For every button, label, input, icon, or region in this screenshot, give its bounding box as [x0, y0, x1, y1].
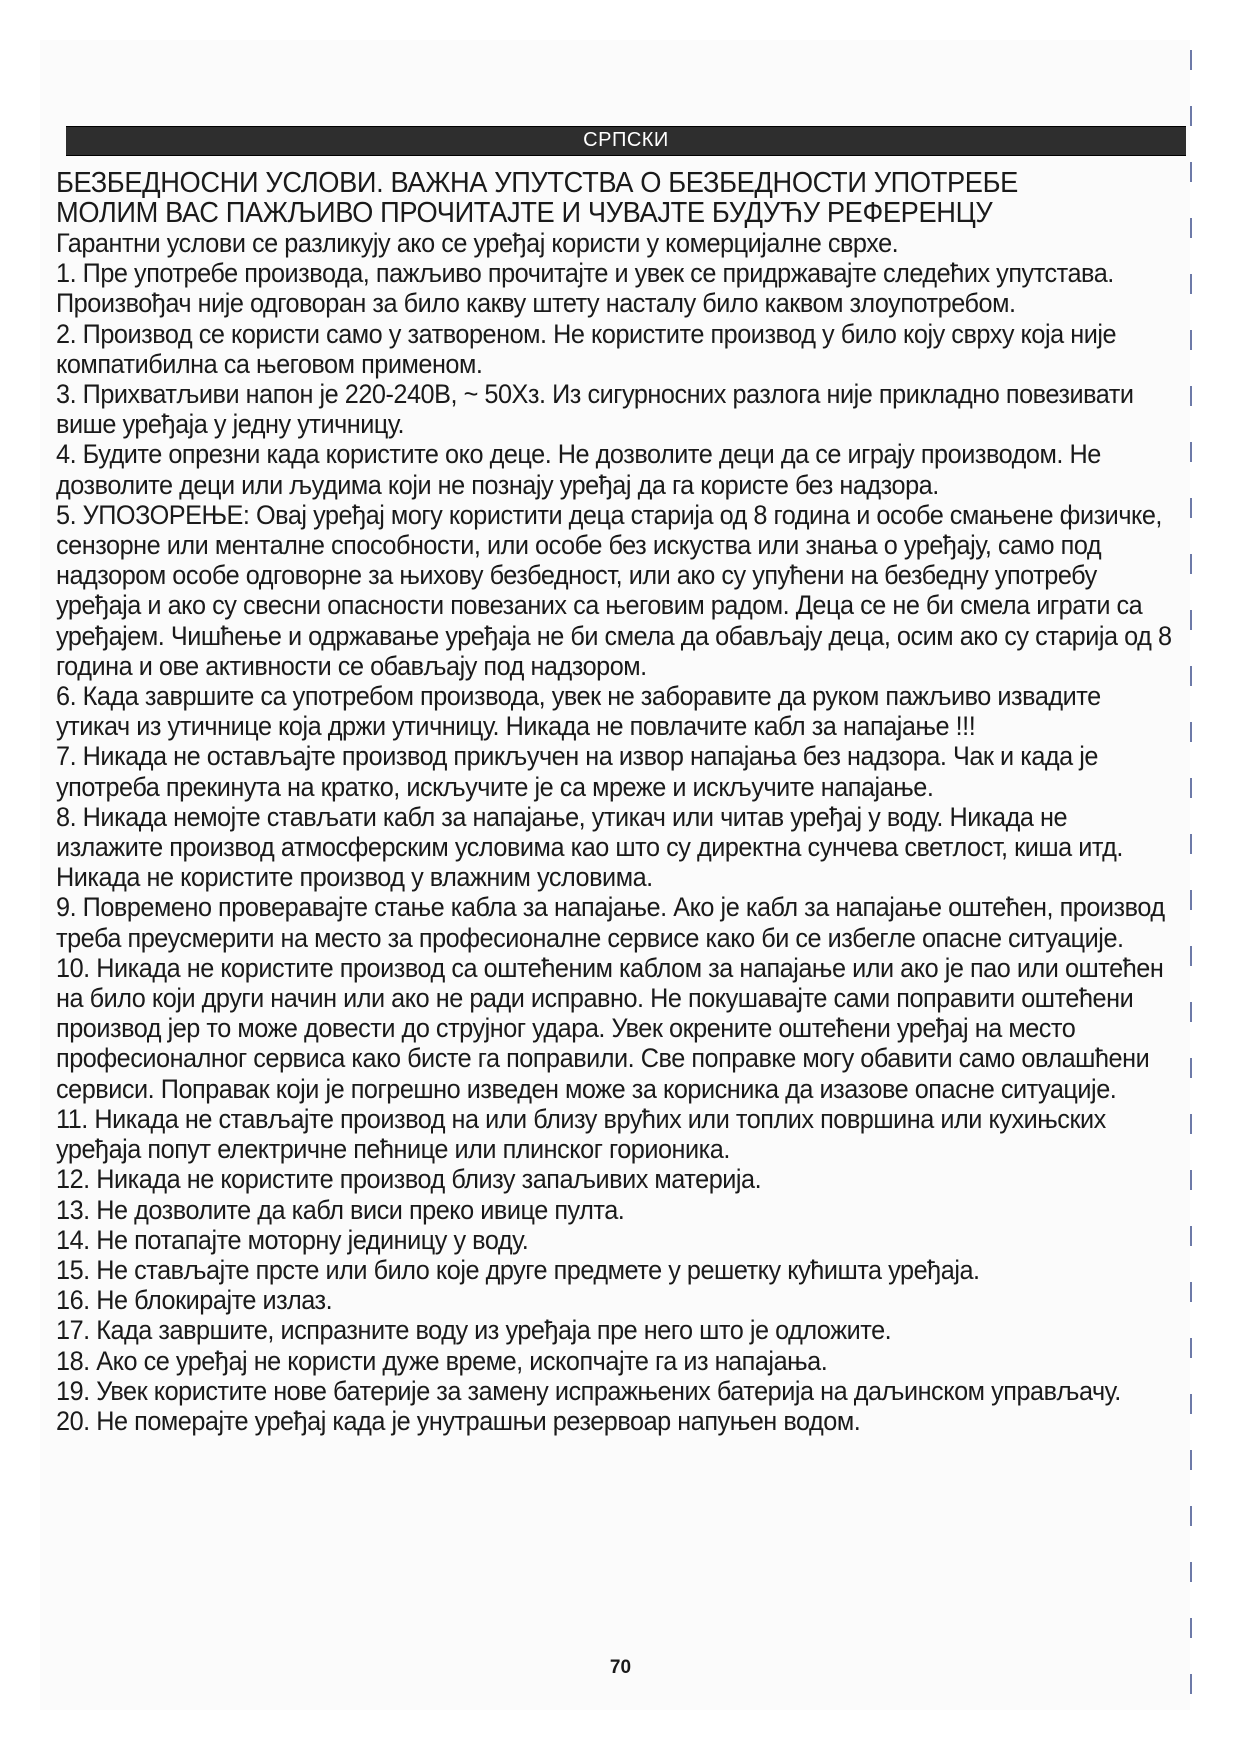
instruction-item: 9. Повремено проверавајте стање кабла за напајање. Ако је кабл за напајање оштећен, производ треба преусмерити на место за професионалне сервисе како би се избегле опасне ситуације. [56, 892, 1165, 953]
edge-mark [1190, 106, 1192, 126]
edge-mark [1190, 1058, 1192, 1078]
edge-mark [1190, 554, 1192, 574]
edge-mark [1190, 778, 1192, 798]
edge-mark [1190, 890, 1192, 910]
instruction-item: 15. Не стављајте прсте или било које друге предмете у решетку кућишта уређаја. [56, 1254, 980, 1285]
edge-mark [1190, 1338, 1192, 1358]
edge-mark [1190, 162, 1192, 182]
edge-mark [1190, 1618, 1192, 1638]
edge-mark [1190, 386, 1192, 406]
edge-mark [1190, 1394, 1192, 1414]
instruction-item: 20. Не померајте уређај када је унутрашњи резервоар напуњен водом. [56, 1405, 861, 1436]
instruction-item: 10. Никада не користите производ са оштећеним каблом за напајање или ако је пао или оштећен на било који други начин или ако не ради исправно. Не покушавајте сами поправити оштећени производ јер то може довести до струјног удара. Увек окрените оштећени уређај на место професионалног сервиса како бисте га поправили. Све поправке могу обавити само овлашћени сервиси. Поправак који је погрешно изведен може за корисника да изазове опасне ситуације. [56, 952, 1164, 1104]
edge-mark [1190, 1506, 1192, 1526]
instruction-item: 7. Никада не остављајте производ прикључен на извор напајања без надзора. Чак и када је употреба прекинута на кратко, искључите је са мреже и искључите напајање. [56, 741, 1099, 802]
instruction-item: 1. Пре употребе производа, пажљиво прочитајте и увек се придржавајте следећих упутстава. Произвођач није одговоран за било какву штету насталу било каквом злоупотребом. [56, 258, 1114, 319]
instruction-item: 11. Никада не стављајте производ на или близу врућих или топлих површина или кухињских уређаја попут електричне пећнице или плинског горионика. [56, 1103, 1106, 1165]
edge-mark [1190, 498, 1192, 518]
edge-mark [1190, 1282, 1192, 1302]
instruction-item: 18. Ако се уређај не користи дуже време, ископчајте га из напајања. [56, 1345, 828, 1376]
instruction-item: 17. Када завршите, испразните воду из уређаја пре него што је одложите. [56, 1315, 892, 1346]
edge-mark [1190, 50, 1192, 70]
edge-mark [1190, 1170, 1192, 1190]
instruction-item: 16. Не блокирајте излаз. [56, 1285, 333, 1316]
read-carefully-heading: МОЛИМ ВАС ПАЖЉИВО ПРОЧИТАЈТЕ И ЧУВАЈТЕ БУДУЋУ РЕФЕРЕНЦУ [56, 197, 993, 229]
instruction-item: 4. Будите опрезни када користите око деце. Не дозволите деци да се играју производом. Не дозволите деци или људима који не познају уређај да га користе без надзора. [56, 439, 1101, 500]
edge-mark [1190, 1114, 1192, 1134]
instruction-list [56, 258, 1186, 1436]
edge-mark [1190, 1450, 1192, 1470]
edge-mark [1190, 330, 1192, 350]
instruction-item: 13. Не дозволите да кабл виси преко ивице пулта. [56, 1194, 625, 1225]
instruction-item: 3. Прихватљиви напон је 220-240В, ~ 50Хз. Из сигурносних разлога није прикладно повезивати више уређаја у једну утичницу. [56, 379, 1134, 440]
instruction-item: 8. Никада немојте стављати кабл за напајање, утикач или читав уређај у воду. Никада не излажите производ атмосферским условима као што су директна сунчева светлост, киша итд. Никада не користите производ у влажним условима. [56, 801, 1123, 893]
edge-mark [1190, 666, 1192, 686]
instruction-item: 12. Никада не користите производ близу запаљивих материја. [56, 1164, 762, 1195]
warranty-note: Гарантни услови се разликују ако се уређај користи у комерцијалне сврхе. [56, 228, 899, 258]
edge-mark [1190, 1002, 1192, 1022]
edge-mark [1190, 722, 1192, 742]
edge-mark [1190, 442, 1192, 462]
language-header-bar [66, 126, 1186, 156]
edge-mark [1190, 1674, 1192, 1694]
safety-instructions [56, 168, 1186, 1436]
edge-mark [1190, 834, 1192, 854]
instruction-item: 6. Када завршите са употребом производа, увек не заборавите да руком пажљиво извадите утикач из утичнице која држи утичницу. Никада не повлачите кабл за напајање !!! [56, 681, 1101, 742]
instruction-item: 19. Увек користите нове батерије за замену испражњених батерија на даљинском управљачу. [56, 1375, 1121, 1406]
edge-marks [1190, 50, 1193, 1690]
language-label: СРПСКИ [583, 129, 669, 151]
instruction-item: 14. Не потапајте моторну јединицу у воду. [56, 1224, 529, 1255]
edge-mark [1190, 218, 1192, 238]
edge-mark [1190, 1226, 1192, 1246]
edge-mark [1190, 946, 1192, 966]
edge-mark [1190, 610, 1192, 630]
safety-heading: БЕЗБЕДНОСНИ УСЛОВИ. ВАЖНА УПУТСТВА О БЕЗБЕДНОСТИ УПОТРЕБЕ [56, 167, 1018, 199]
page-number: 70 [609, 1657, 632, 1678]
instruction-item: 2. Производ се користи само у затвореном. Не користите производ у било коју сврху која није компатибилна са његовом применом. [56, 318, 1117, 379]
instruction-item: 5. УПОЗОРЕЊЕ: Овај уређај могу користити деца старија од 8 година и особе смањене физичке, сензорне или менталне способности, или особе без искуства или знања о уређају, само под надзором особе одговорне за њихову безбедност, или ако су упућени на безбедну употребу уређаја и ако су свесни опасности повезаних са његовим радом. Деца се не би смела играти са уређајем. Чишћење и одржавање уређаја не би смела да обављају деца, осим ако су старија од 8 година и ове активности се обављају под надзором. [56, 499, 1172, 681]
edge-mark [1190, 1562, 1192, 1582]
edge-mark [1190, 274, 1192, 294]
